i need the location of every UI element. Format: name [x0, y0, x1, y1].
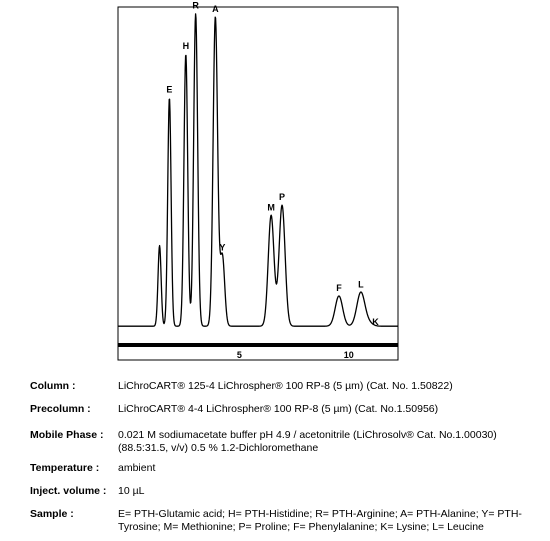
peak-label-k: K — [372, 316, 379, 327]
peak-label-p: P — [279, 192, 286, 203]
inject-volume-value: 10 µL — [118, 485, 145, 497]
x-tick-label-5: 5 — [236, 350, 242, 360]
temperature-label: Temperature : — [30, 462, 100, 474]
peak-label-y: Y — [219, 242, 226, 253]
peak-label-r: R — [192, 0, 199, 11]
sample-label: Sample : — [30, 508, 74, 520]
column-value: LiChroCART® 125-4 LiChrospher® 100 RP-8 (5 µm) (Cat. No. 1.50822) — [118, 380, 453, 392]
sample-value: E= PTH-Glutamic acid; H= PTH-Histidine; R= PTH-Arginine; A= PTH-Alanine; Y= PTH-Tyrosine; M= Methionine; P= Proline; F= Phenylalanine; K= Lysine; L= Leucine — [118, 508, 522, 533]
x-axis-ticks — [237, 350, 354, 360]
precolumn-value: LiChroCART® 4-4 LiChrospher® 100 RP-8 (5 µm) (Cat. No.1.50956) — [118, 403, 439, 415]
x-axis-bar — [118, 343, 398, 347]
mobile-phase-value: 0.021 M sodiumacetate buffer pH 4.9 / acetonitrile (LiChrosolv® Cat. No.1.00030) (88.5:31.5, v/v) 0.5 % 1.2-Dichloromethane — [118, 429, 497, 454]
peak-label-l: L — [358, 279, 364, 290]
peak-label-m: M — [267, 202, 275, 213]
x-tick-label-10: 10 — [343, 350, 354, 360]
precolumn-label: Precolumn : — [30, 403, 91, 415]
column-label: Column : — [30, 380, 76, 392]
mobile-phase-label: Mobile Phase : — [30, 429, 104, 441]
peak-label-e: E — [166, 84, 173, 95]
peak-label-a: A — [212, 4, 219, 15]
chromatogram-trace — [118, 14, 398, 326]
peak-label-h: H — [182, 41, 190, 52]
temperature-value: ambient — [118, 462, 156, 474]
inject-volume-label: Inject. volume : — [30, 485, 107, 497]
peak-label-f: F — [336, 282, 342, 293]
